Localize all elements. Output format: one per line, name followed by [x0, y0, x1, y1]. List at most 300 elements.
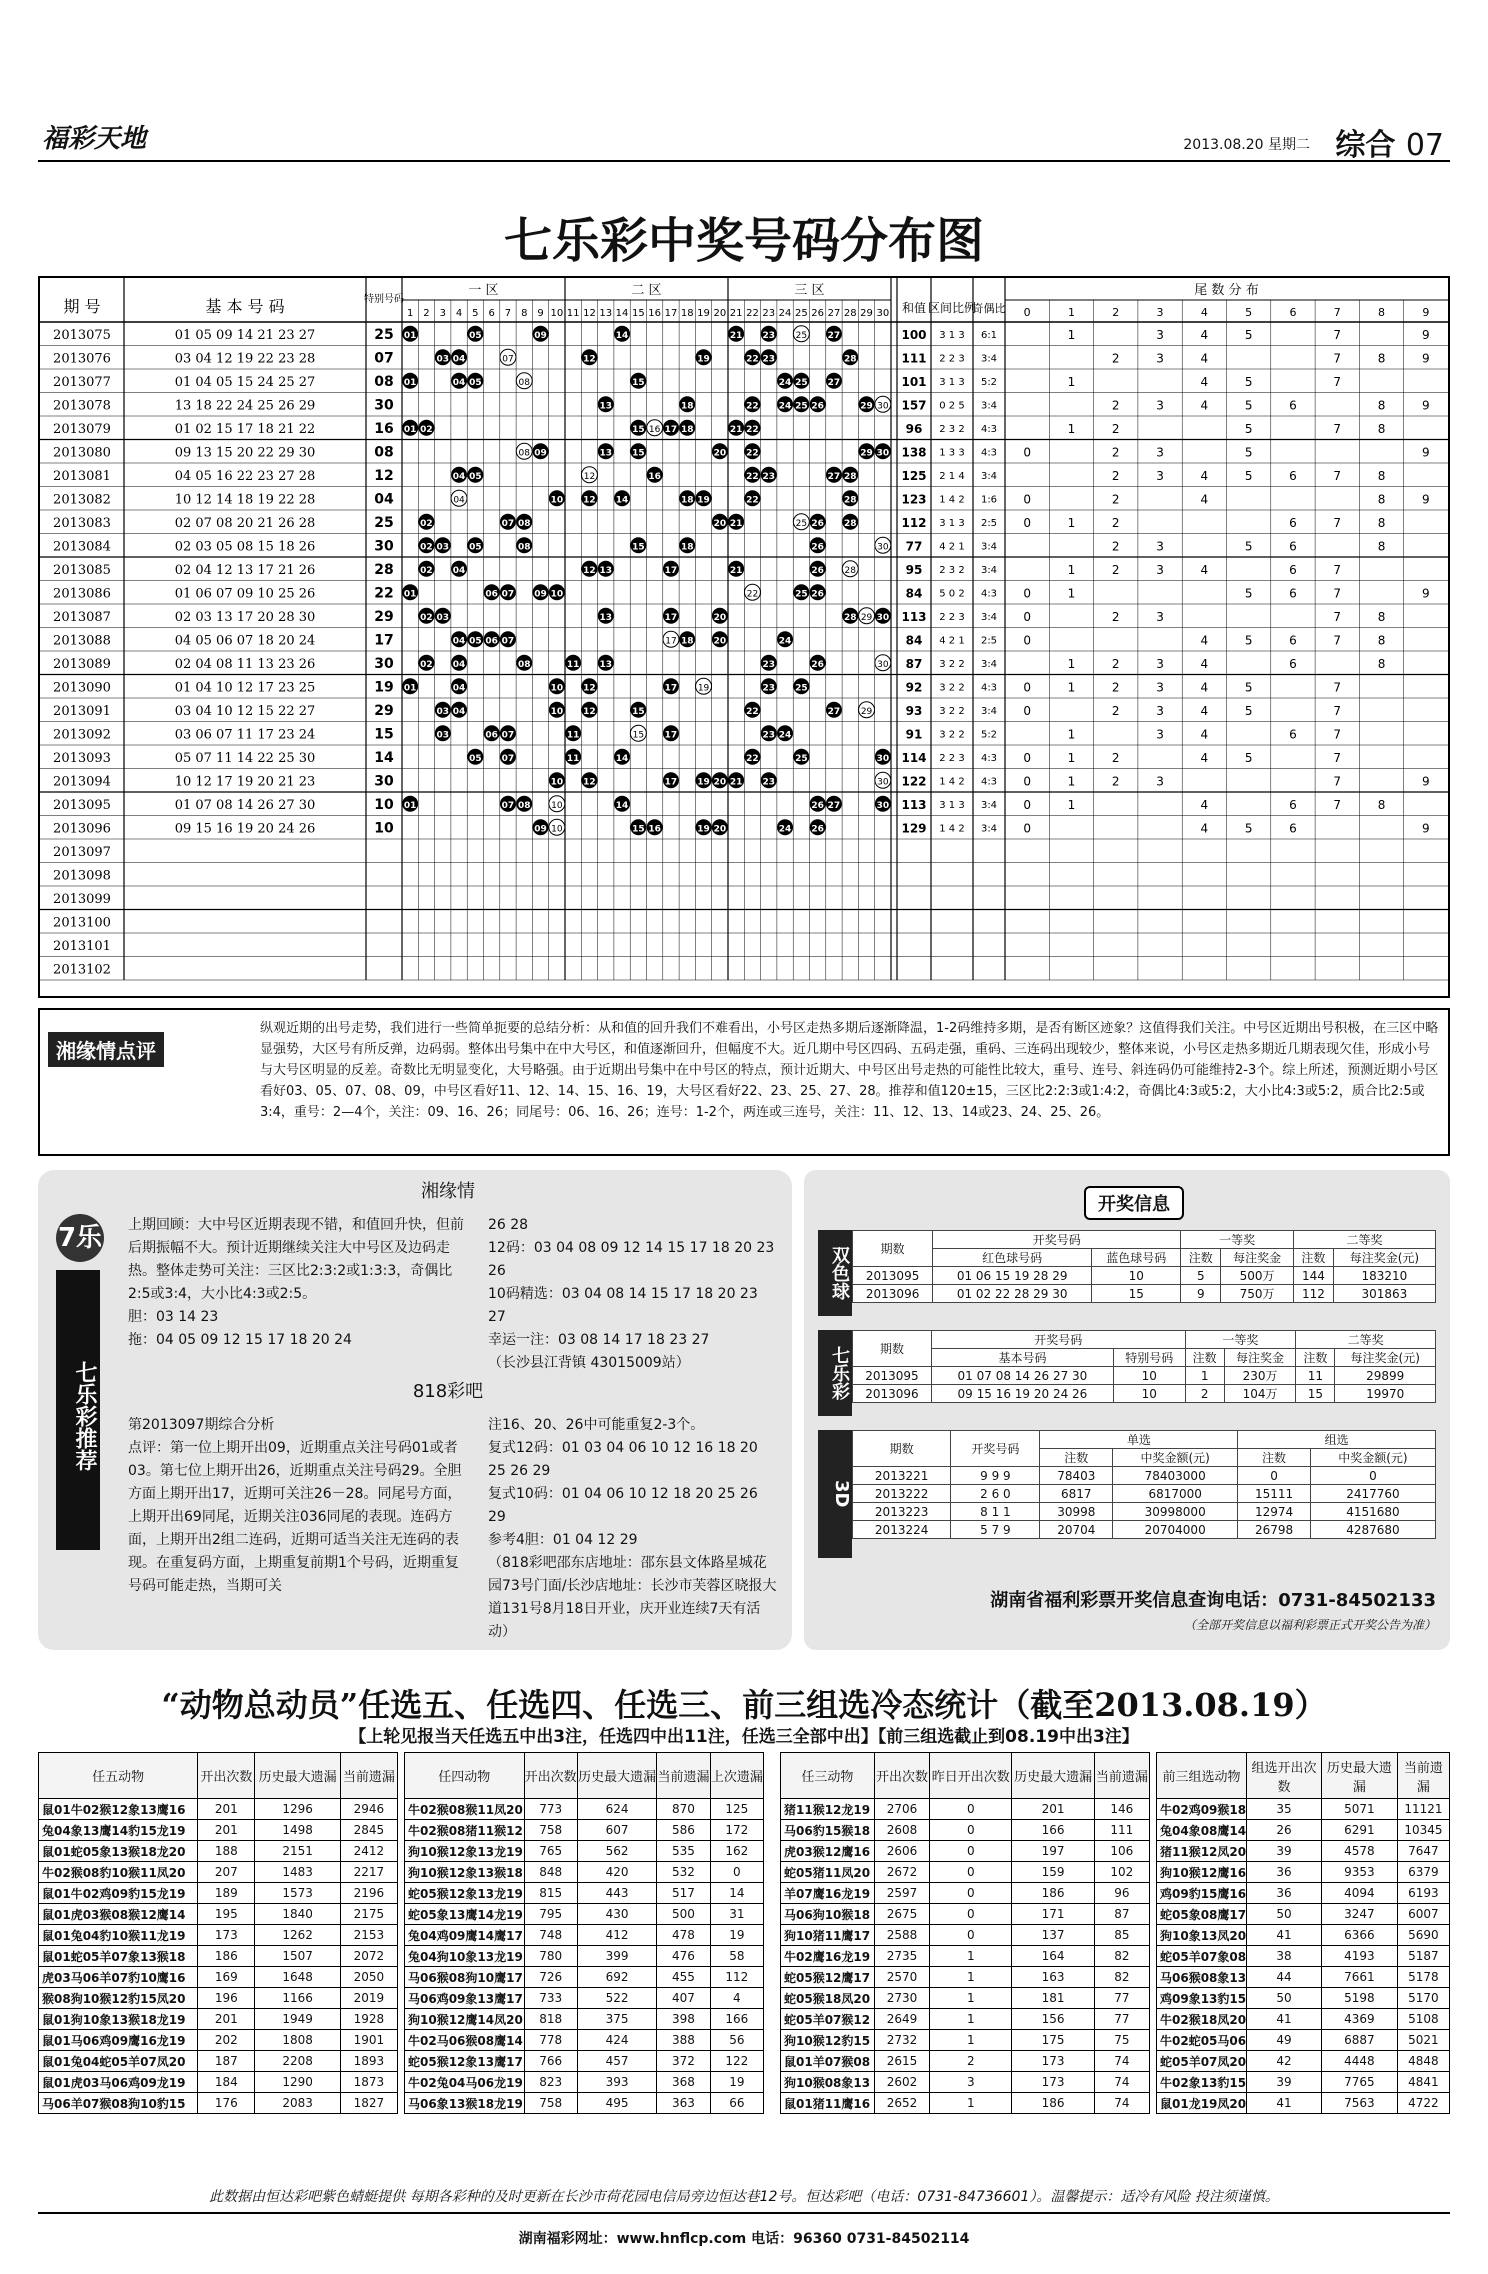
table-row — [853, 1503, 1436, 1521]
table-cell: 372 — [657, 2051, 710, 2072]
special-ball-number: 29 — [860, 706, 873, 717]
table-row — [39, 2093, 398, 2114]
number-header: 6 — [488, 308, 495, 319]
masthead-logo: 福彩天地 — [42, 124, 147, 154]
ball-number: 15 — [632, 824, 645, 835]
table-cell: 1296 — [255, 1799, 340, 1820]
animal-combo-cell: 蛇05象08鹰17 — [1157, 1904, 1247, 1925]
table-cell: 14 — [710, 1883, 763, 1904]
animal-combo-cell: 兔04象08鹰14 — [1157, 1820, 1247, 1841]
animal-combo-cell: 牛02猴08豹10猴11凤20 — [39, 1862, 198, 1883]
table-cell: 197 — [1012, 1841, 1094, 1862]
zone-ratio: 2 2 3 — [939, 611, 965, 623]
table-cell: 41 — [1247, 1925, 1322, 1946]
ball-number: 08 — [517, 542, 531, 553]
tail-digit: 5 — [1244, 327, 1253, 342]
table-cell: 1507 — [255, 1946, 340, 1967]
animal-combo-cell: 马06猴08象13 — [1157, 1967, 1247, 1988]
animal-combo-cell: 鼠01狗10象13猴18龙19 — [39, 2009, 198, 2030]
ball-number: 08 — [517, 518, 531, 529]
tail-digit: 1 — [1067, 797, 1076, 812]
table-row — [405, 1799, 764, 1820]
tail-digit: 2 — [1111, 609, 1120, 624]
tail-digit: 1 — [1067, 586, 1076, 601]
odd-even-ratio: 3:4 — [980, 353, 998, 365]
table-row — [1157, 2009, 1450, 2030]
table-header-cell: 中奖金额(元) — [1310, 1449, 1435, 1467]
table-cell: 2208 — [255, 2051, 340, 2072]
tail-digit: 7 — [1333, 797, 1342, 812]
special-number: 29 — [374, 608, 394, 625]
animal-combo-cell: 鼠01龙19凤20 — [1157, 2093, 1247, 2114]
table-cell: 2151 — [255, 1841, 340, 1862]
tail-digit: 0 — [1023, 586, 1031, 601]
table-cell: 19 — [710, 1925, 763, 1946]
table-cell: 535 — [657, 1841, 710, 1862]
tail-digit: 8 — [1377, 633, 1386, 648]
number-header: 15 — [631, 308, 645, 319]
table-cell: 01 02 22 28 29 30 — [933, 1285, 1092, 1303]
odd-even-ratio: 3:4 — [980, 470, 998, 482]
3d-table — [852, 1430, 1436, 1539]
table-cell: 6291 — [1321, 1820, 1397, 1841]
period-label: 2013077 — [53, 374, 111, 390]
animal-combo-cell: 鼠01牛02鸡09豹15龙19 — [39, 1883, 198, 1904]
table-row — [1157, 2072, 1450, 2093]
table-header-row — [853, 1431, 1436, 1449]
table-cell: 26798 — [1238, 1521, 1311, 1539]
special-number: 25 — [374, 514, 394, 531]
ball-number: 10 — [550, 683, 564, 694]
table-cell: 5170 — [1397, 1988, 1449, 2009]
table-cell: 189 — [198, 1883, 255, 1904]
table-cell: 77 — [1094, 2009, 1149, 2030]
table-cell: 2196 — [340, 1883, 397, 1904]
stats-table-ren3 — [780, 1752, 1150, 2114]
sum-value: 125 — [901, 468, 927, 483]
rec-line: 参考4胆：01 04 12 29 — [488, 1532, 638, 1548]
table-header-row — [405, 1753, 764, 1799]
table-row — [405, 2030, 764, 2051]
ball-number: 21 — [729, 518, 743, 529]
table-row — [853, 1267, 1436, 1285]
table-cell: 1290 — [255, 2072, 340, 2093]
odd-even-ratio: 3:4 — [980, 564, 998, 576]
table-row — [1157, 1883, 1450, 1904]
ball-number: 02 — [420, 542, 433, 553]
footer-note: 此数据由恒达彩吧紫色蜻蜓提供 每期各彩种的及时更新在长沙市荷花园电信局旁边恒达巷12号。恒达彩吧（电话：0731-84736601）。温馨提示：适冷有风险 投注须谨慎。 — [209, 2189, 1279, 2205]
page-header — [38, 110, 1450, 163]
animal-combo-cell: 鼠01兔04蛇05羊07凤20 — [39, 2051, 198, 2072]
table-cell: 0 — [930, 1862, 1012, 1883]
table-cell: 201 — [198, 1799, 255, 1820]
odd-even-ratio: 1:6 — [980, 494, 998, 506]
special-number: 14 — [374, 749, 394, 766]
tail-digit: 1 — [1067, 374, 1076, 389]
special-number: 19 — [374, 679, 394, 696]
ball-number: 15 — [632, 377, 645, 388]
sum-value: 157 — [901, 398, 927, 413]
table-cell: 765 — [524, 1841, 577, 1862]
table-row — [39, 1904, 398, 1925]
ball-number: 12 — [583, 495, 596, 506]
hotline: 湖南省福利彩票开奖信息查询电话：0731-84502133 — [990, 1590, 1436, 1611]
table-cell: 5 7 9 — [951, 1521, 1040, 1539]
tail-digit: 2 — [1111, 774, 1120, 789]
table-cell: 5690 — [1397, 1925, 1449, 1946]
tail-digit: 1 — [1067, 421, 1076, 436]
number-header: 16 — [648, 308, 662, 319]
table-cell: 6007 — [1397, 1904, 1449, 1925]
tail-digit: 4 — [1200, 750, 1209, 765]
ball-number: 28 — [843, 518, 857, 529]
table-row — [781, 2051, 1150, 2072]
table-cell: 186 — [1012, 1883, 1094, 1904]
number-header: 22 — [746, 308, 759, 319]
ball-number: 23 — [762, 777, 776, 788]
ball-number: 09 — [534, 330, 547, 341]
tail-digit: 2 — [1111, 656, 1120, 671]
table-row — [39, 1799, 398, 1820]
sum-value: 123 — [901, 492, 927, 507]
basic-numbers: 09 13 15 20 22 29 30 — [174, 445, 316, 461]
sum-value: 96 — [905, 421, 923, 436]
ball-number: 07 — [501, 730, 515, 741]
rec-line: 点评：第一位上期开出09，近期重点关注号码01或者03。第七位上期开出26，近期重点关注号码29。全胆方面上期开出17，近期可关注26－28。同尾号方面，上期开出69同尾，近期关注036同尾的表现。连码方面，上期开出2组二连码，近期可适当关注无连码的表现。在重复码方面，上期重复前期1个号码，近期重复号码可能走热，当期可关 — [128, 1440, 462, 1594]
ball-number: 03 — [436, 542, 450, 553]
tail-digit: 7 — [1333, 680, 1342, 695]
table-cell: 2013095 — [853, 1267, 933, 1285]
table-cell: 10345 — [1397, 1820, 1449, 1841]
number-header: 20 — [713, 308, 727, 319]
b818-heading: 818彩吧 — [412, 1381, 484, 1402]
table-row — [39, 2051, 398, 2072]
ball-number: 28 — [843, 495, 857, 506]
animal-combo-cell: 蛇05象13鹰14龙19 — [405, 1904, 525, 1925]
stats-subtitle: 【上轮见报当天任选五中出3注，任选四中出11注，任选三全部中出】【前三组选截止到08.19中出3注】 — [349, 1727, 1139, 1747]
table-cell: 532 — [657, 1862, 710, 1883]
table-row — [781, 1988, 1150, 2009]
tail-digit: 5 — [1244, 586, 1253, 601]
table-cell: 125 — [710, 1799, 763, 1820]
table-header-cell: 当前遗漏 — [657, 1753, 710, 1799]
table-cell: 112 — [1293, 1285, 1333, 1303]
ball-number: 06 — [485, 589, 498, 600]
animal-combo-cell: 牛02猴08猪11猴12 — [405, 1820, 525, 1841]
zone-ratio: 5 0 2 — [939, 588, 965, 600]
ball-number: 27 — [827, 330, 841, 341]
ball-number: 04 — [452, 706, 466, 717]
ball-number: 04 — [452, 636, 466, 647]
distribution-chart-svg — [40, 278, 1448, 996]
tail-digit: 6 — [1289, 562, 1297, 577]
table-cell: 2 6 0 — [951, 1485, 1040, 1503]
number-header: 14 — [615, 308, 629, 319]
col-header-oe: 奇偶比 — [972, 302, 1006, 315]
number-header: 19 — [697, 308, 710, 319]
table-cell: 399 — [577, 1946, 656, 1967]
tail-digit: 8 — [1377, 539, 1386, 554]
period-label: 2013096 — [53, 821, 111, 837]
table-cell: 5198 — [1321, 1988, 1397, 2009]
odd-even-ratio: 2:5 — [980, 635, 998, 647]
table-cell: 478 — [657, 1925, 710, 1946]
number-header: 28 — [843, 308, 857, 319]
table-cell: 0 — [710, 1862, 763, 1883]
table-cell: 44 — [1247, 1967, 1322, 1988]
ball-number: 03 — [436, 612, 450, 623]
tail-digit: 6 — [1289, 656, 1297, 671]
tail-digit: 5 — [1244, 374, 1253, 389]
rec-line: 10码精选：03 04 08 14 15 17 18 20 23 27 — [488, 1286, 758, 1325]
distribution-chart — [38, 276, 1450, 998]
table-cell: 692 — [577, 1967, 656, 1988]
table-cell: 19 — [710, 2072, 763, 2093]
table-cell: 823 — [524, 2072, 577, 2093]
rec-line: 注16、20、26中可能重复2-3个。 — [488, 1417, 705, 1433]
ball-number: 17 — [664, 777, 678, 788]
table-cell: 500 — [657, 1904, 710, 1925]
tail-digit: 6 — [1289, 539, 1297, 554]
table-cell: 2013222 — [853, 1485, 951, 1503]
tail-digit: 1 — [1067, 680, 1076, 695]
table-cell: 4 — [710, 1988, 763, 2009]
table-cell: 26 — [1247, 1820, 1322, 1841]
table-cell: 407 — [657, 1988, 710, 2009]
tail-digit: 2 — [1111, 398, 1120, 413]
table-cell: 2013224 — [853, 1521, 951, 1539]
table-cell: 175 — [1012, 2030, 1094, 2051]
tail-digit: 5 — [1244, 445, 1253, 460]
table-cell: 74 — [1094, 2072, 1149, 2093]
table-cell: 1648 — [255, 1967, 340, 1988]
table-cell: 455 — [657, 1967, 710, 1988]
col-header-basic: 基 本 号 码 — [205, 297, 285, 316]
table-cell: 2 — [1185, 1385, 1224, 1403]
rec-line: 拖：04 05 09 12 15 17 18 20 24 — [128, 1332, 352, 1348]
table-cell: 30998000 — [1113, 1503, 1238, 1521]
table-cell: 1 — [930, 2030, 1012, 2051]
table-row — [39, 1946, 398, 1967]
table-cell: 171 — [1012, 1904, 1094, 1925]
special-number: 30 — [374, 397, 394, 414]
table-cell: 201 — [1012, 1799, 1094, 1820]
zone-ratio: 3 1 3 — [939, 376, 965, 388]
ball-number: 24 — [778, 824, 792, 835]
table-cell: 522 — [577, 1988, 656, 2009]
table-cell: 443 — [577, 1883, 656, 1904]
table-row — [781, 2072, 1150, 2093]
table-header-cell: 二等奖 — [1296, 1331, 1436, 1349]
table-cell: 186 — [1012, 2093, 1094, 2114]
period-label: 2013082 — [53, 492, 111, 508]
ball-number: 18 — [680, 401, 694, 412]
table-cell: 624 — [577, 1799, 656, 1820]
ball-number: 08 — [517, 659, 531, 670]
table-cell: 7563 — [1321, 2093, 1397, 2114]
tail-digit: 2 — [1111, 492, 1120, 507]
table-row — [853, 1485, 1436, 1503]
ball-number: 01 — [403, 800, 417, 811]
ball-number: 20 — [713, 518, 727, 529]
ball-number: 26 — [811, 518, 824, 529]
table-cell: 0 — [930, 1799, 1012, 1820]
odd-even-ratio: 2:5 — [980, 517, 998, 529]
zone-ratio: 4 2 1 — [939, 635, 965, 647]
table-cell: 42 — [1247, 2051, 1322, 2072]
section-name: 综合 07 — [1335, 128, 1444, 163]
table-header-cell: 期数 — [853, 1431, 951, 1467]
header-rule — [38, 160, 1450, 162]
ball-number: 05 — [469, 330, 482, 341]
tail-digit: 0 — [1023, 445, 1031, 460]
table-row — [781, 2093, 1150, 2114]
table-row — [39, 1862, 398, 1883]
animal-combo-cell: 猪11猴12龙19 — [781, 1799, 875, 1820]
table-cell: 38 — [1247, 1946, 1322, 1967]
commentary-tag: 湘缘情点评 — [48, 1032, 164, 1067]
rec-line: 第2013097期综合分析 — [128, 1417, 275, 1433]
ball-number: 04 — [452, 377, 466, 388]
number-header: 1 — [406, 308, 414, 319]
table-row — [781, 1904, 1150, 1925]
special-ball-number: 10 — [551, 824, 563, 835]
table-subheader-row — [853, 1349, 1436, 1367]
ball-number: 01 — [403, 683, 417, 694]
ball-number: 15 — [632, 542, 645, 553]
ball-number: 17 — [664, 565, 678, 576]
tail-digit: 5 — [1244, 821, 1253, 836]
basic-numbers: 10 12 17 19 20 21 23 — [174, 774, 316, 790]
animal-combo-cell: 牛02鸡09猴18 — [1157, 1799, 1247, 1820]
ball-number: 05 — [469, 377, 482, 388]
table-cell: 1 — [930, 2009, 1012, 2030]
table-cell: 818 — [524, 2009, 577, 2030]
ball-number: 22 — [746, 495, 759, 506]
odd-even-ratio: 5:2 — [980, 729, 998, 741]
table-header-cell: 期数 — [853, 1231, 933, 1267]
tail-digit: 4 — [1200, 703, 1209, 718]
table-cell: 3 — [930, 2072, 1012, 2093]
table-cell: 159 — [1012, 1862, 1094, 1883]
tail-digit: 2 — [1111, 703, 1120, 718]
table-cell: 104万 — [1224, 1385, 1296, 1403]
zone-ratio: 3 1 3 — [939, 329, 965, 341]
ball-number: 07 — [501, 636, 515, 647]
table-cell: 1840 — [255, 1904, 340, 1925]
table-cell: 187 — [198, 2051, 255, 2072]
table-cell: 184 — [198, 2072, 255, 2093]
animal-combo-cell: 马06羊07猴08狗10豹15 — [39, 2093, 198, 2114]
zone-ratio: 3 2 2 — [939, 705, 965, 717]
table-cell: 500万 — [1221, 1267, 1294, 1285]
special-number: 04 — [374, 491, 394, 508]
animal-combo-cell: 蛇05猴12鹰17 — [781, 1967, 875, 1988]
tail-digit: 4 — [1200, 797, 1209, 812]
table-cell: 393 — [577, 2072, 656, 2093]
table-cell: 181 — [1012, 1988, 1094, 2009]
ball-number: 02 — [420, 659, 433, 670]
ball-number: 05 — [469, 471, 482, 482]
sum-value: 122 — [901, 774, 927, 789]
table-cell: 169 — [198, 1967, 255, 1988]
tail-digit: 2 — [1111, 680, 1120, 695]
table-header-cell: 上次遗漏 — [710, 1753, 763, 1799]
table-cell: 0 — [1238, 1467, 1311, 1485]
table-row — [1157, 2093, 1450, 2114]
ball-number: 25 — [795, 683, 808, 694]
table-cell: 1 — [930, 1988, 1012, 2009]
table-header-cell: 历史最大遗漏 — [577, 1753, 656, 1799]
special-ball-number: 22 — [746, 589, 759, 600]
table-cell: 815 — [524, 1883, 577, 1904]
zone-ratio: 2 2 3 — [939, 353, 965, 365]
table-cell: 758 — [524, 2093, 577, 2114]
table-row — [781, 1820, 1150, 1841]
table-cell: 201 — [198, 2009, 255, 2030]
table-header-cell: 任五动物 — [39, 1753, 198, 1799]
table-cell: 164 — [1012, 1946, 1094, 1967]
table-header-cell: 当前遗漏 — [340, 1753, 397, 1799]
animal-combo-cell: 蛇05猴12象13鹰17 — [405, 2051, 525, 2072]
animal-combo-cell: 牛02猴18凤20 — [1157, 2009, 1247, 2030]
ball-number: 18 — [680, 424, 694, 435]
basic-numbers: 02 07 08 20 21 26 28 — [174, 515, 316, 531]
table-cell: 2072 — [340, 1946, 397, 1967]
ball-number: 11 — [566, 659, 580, 670]
table-cell: 726 — [524, 1967, 577, 1988]
ball-number: 03 — [436, 706, 450, 717]
tail-digit: 3 — [1156, 562, 1164, 577]
tail-digit: 3 — [1156, 774, 1164, 789]
tail-digit: 9 — [1422, 351, 1430, 366]
zone-ratio: 3 1 3 — [939, 799, 965, 811]
ball-number: 23 — [762, 683, 776, 694]
ball-number: 26 — [811, 659, 824, 670]
animal-combo-cell: 鼠01虎03猴08猴12鹰14 — [39, 1904, 198, 1925]
table-row — [781, 1799, 1150, 1820]
table-cell: 111 — [1094, 1820, 1149, 1841]
table-cell: 778 — [524, 2030, 577, 2051]
animal-combo-cell: 牛02猴08猴11凤20 — [405, 1799, 525, 1820]
special-number: 08 — [374, 444, 394, 461]
period-label: 2013089 — [53, 656, 111, 672]
tail-digit: 3 — [1156, 656, 1164, 671]
table-cell: 586 — [657, 1820, 710, 1841]
table-cell: 7765 — [1321, 2072, 1397, 2093]
animal-combo-cell: 牛02兔04马06龙19 — [405, 2072, 525, 2093]
ball-number: 27 — [827, 800, 841, 811]
table-cell: 1 — [930, 1946, 1012, 1967]
ball-number: 02 — [420, 518, 433, 529]
table-header-cell: 每注奖金(元) — [1335, 1349, 1436, 1367]
animal-combo-cell: 马06象13猴18龙19 — [405, 2093, 525, 2114]
table-cell: 56 — [710, 2030, 763, 2051]
table-row — [781, 1946, 1150, 1967]
tail-digit: 8 — [1377, 468, 1386, 483]
animal-combo-cell: 狗10猪11鹰17 — [781, 1925, 875, 1946]
table-row — [39, 1967, 398, 1988]
ball-number: 07 — [501, 800, 515, 811]
rec-line: （长沙县江背镇 43015009站） — [488, 1355, 690, 1371]
ball-number: 17 — [664, 730, 678, 741]
tail-digit: 4 — [1200, 727, 1209, 742]
table-header-cell: 注数 — [1040, 1449, 1113, 1467]
odd-even-ratio: 3:4 — [980, 541, 998, 553]
table-row — [1157, 1925, 1450, 1946]
animal-combo-cell: 虎03马06羊07豹10鹰16 — [39, 1967, 198, 1988]
animal-combo-cell: 狗10猴08象13 — [781, 2072, 875, 2093]
